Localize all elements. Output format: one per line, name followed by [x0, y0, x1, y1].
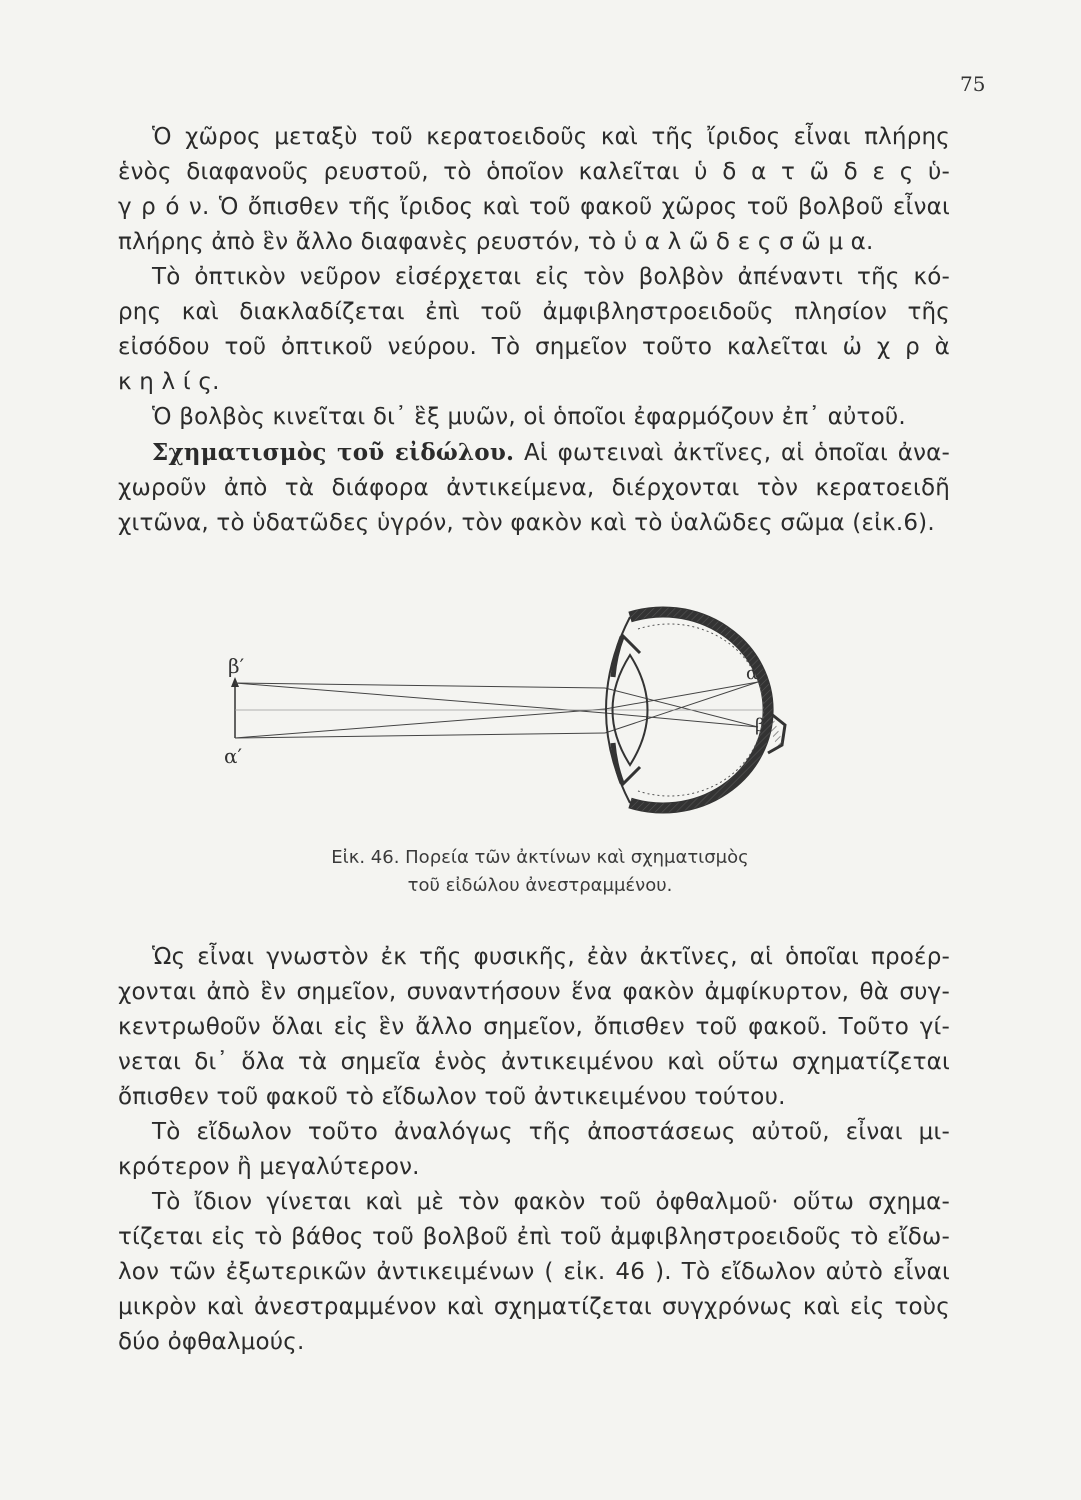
text-line: γ ρ ό ν. Ὁ ὄπισθεν τῆς ἴριδος καὶ τοῦ φακοῦ χῶρος τοῦ βολβοῦ εἶναι: [118, 194, 950, 220]
text-line: ὄπισθεν τοῦ φακοῦ τὸ εἴδωλον τοῦ ἀντικειμένου τούτου.: [118, 1084, 786, 1110]
text-line: νεται δι᾽ ὅλα τὰ σημεῖα ἑνὸς ἀντικειμένου καὶ οὕτω σχηματίζεται: [118, 1049, 950, 1075]
text-line: Τὸ ἴδιον γίνεται καὶ μὲ τὸν φακὸν τοῦ ὀφθαλμοῦ· οὕτω σχημα-: [152, 1189, 950, 1215]
text-line: Αἱ φωτειναὶ ἀκτῖνες, αἱ ὁποῖαι ἀνα-: [523, 440, 950, 466]
label-b-prime: β′: [228, 654, 245, 678]
text-line: χωροῦν ἀπὸ τὰ διάφορα ἀντικείμενα, διέρχονται τὸν κερατοειδῆ: [118, 475, 950, 501]
figure-caption: Εἰκ. 46. Πορεία τῶν ἀκτίνων καὶ σχηματισμὸς: [331, 847, 749, 868]
text-line: κ η λ ί ς.: [118, 369, 220, 395]
text-line: ρης καὶ διακλαδίζεται ἐπὶ τοῦ ἀμφιβληστροειδοῦς πλησίον τῆς: [118, 299, 950, 325]
eye-ray-diagram: [210, 585, 820, 815]
figure-caption-continued: τοῦ εἰδώλου ἀνεστραμμένου.: [407, 875, 673, 896]
text-line: κεντρωθοῦν ὅλαι εἰς ἓν ἄλλο σημεῖον, ὄπισθεν τοῦ φακοῦ. Τοῦτο γί-: [118, 1014, 950, 1040]
text-line: χονται ἀπὸ ἓν σημεῖον, συναντήσουν ἕνα φακὸν ἀμφίκυρτον, θὰ συγ-: [118, 979, 950, 1005]
object-arrow-head: [231, 677, 239, 687]
text-line: εἰσόδου τοῦ ὀπτικοῦ νεύρου. Τὸ σημεῖον τοῦτο καλεῖται ὠ χ ρ ὰ: [118, 334, 950, 360]
text-line-with-heading: [118, 435, 950, 471]
text-line: λον τῶν ἐξωτερικῶν ἀντικειμένων ( εἰκ. 46 ). Τὸ εἴδωλον αὐτὸ εἶναι: [118, 1259, 950, 1285]
text-line: μικρὸν καὶ ἀνεστραμμένον καὶ σχηματίζεται συγχρόνως καὶ εἰς τοὺς: [118, 1294, 950, 1320]
text-line: Τὸ ὀπτικὸν νεῦρον εἰσέρχεται εἰς τὸν βολβὸν ἀπέναντι τῆς κό-: [152, 264, 950, 290]
inline-heading: Σχηματισμὸς τοῦ εἰδώλου.: [152, 439, 515, 466]
text-line: Ὡς εἶναι γνωστὸν ἐκ τῆς φυσικῆς, ἐὰν ἀκτῖνες, αἱ ὁποῖαι προέρ-: [152, 944, 950, 970]
text-line: Ὁ χῶρος μεταξὺ τοῦ κερατοειδοῦς καὶ τῆς ἴριδος εἶναι πλήρης: [152, 124, 950, 150]
paragraph-block-bottom: [118, 940, 950, 1360]
text-line: δύο ὀφθαλμούς.: [118, 1329, 305, 1355]
light-rays: [235, 682, 770, 738]
text-line: πλήρης ἀπὸ ἓν ἄλλο διαφανὲς ρευστόν, τὸ ὑ α λ ῶ δ ε ς σ ῶ μ α.: [118, 229, 874, 255]
paragraph-block-top: [118, 120, 950, 541]
text-line: Τὸ εἴδωλον τοῦτο ἀναλόγως τῆς ἀποστάσεως αὐτοῦ, εἶναι μι-: [152, 1119, 950, 1145]
text-line: ἑνὸς διαφανοῦς ρευστοῦ, τὸ ὁποῖον καλεῖται ὑ δ α τ ῶ δ ε ς ὑ-: [118, 159, 950, 185]
page-number: 75: [960, 72, 986, 96]
label-a: α: [746, 663, 759, 684]
label-a-prime: α′: [224, 744, 243, 768]
text-line: Ὁ βολβὸς κινεῖται δι᾽ ἓξ μυῶν, οἱ ὁποῖοι ἐφαρμόζουν ἐπ᾽ αὐτοῦ.: [152, 404, 906, 430]
text-line: τίζεται εἰς τὸ βάθος τοῦ βολβοῦ ἐπὶ τοῦ ἀμφιβληστροειδοῦς τὸ εἴδω-: [118, 1224, 950, 1250]
label-b: β: [755, 715, 766, 736]
text-line: χιτῶνα, τὸ ὑδατῶδες ὑγρόν, τὸν φακὸν καὶ τὸ ὑαλῶδες σῶμα (εἰκ.6).: [118, 510, 935, 536]
text-line: κρότερον ἢ μεγαλύτερον.: [118, 1154, 420, 1180]
